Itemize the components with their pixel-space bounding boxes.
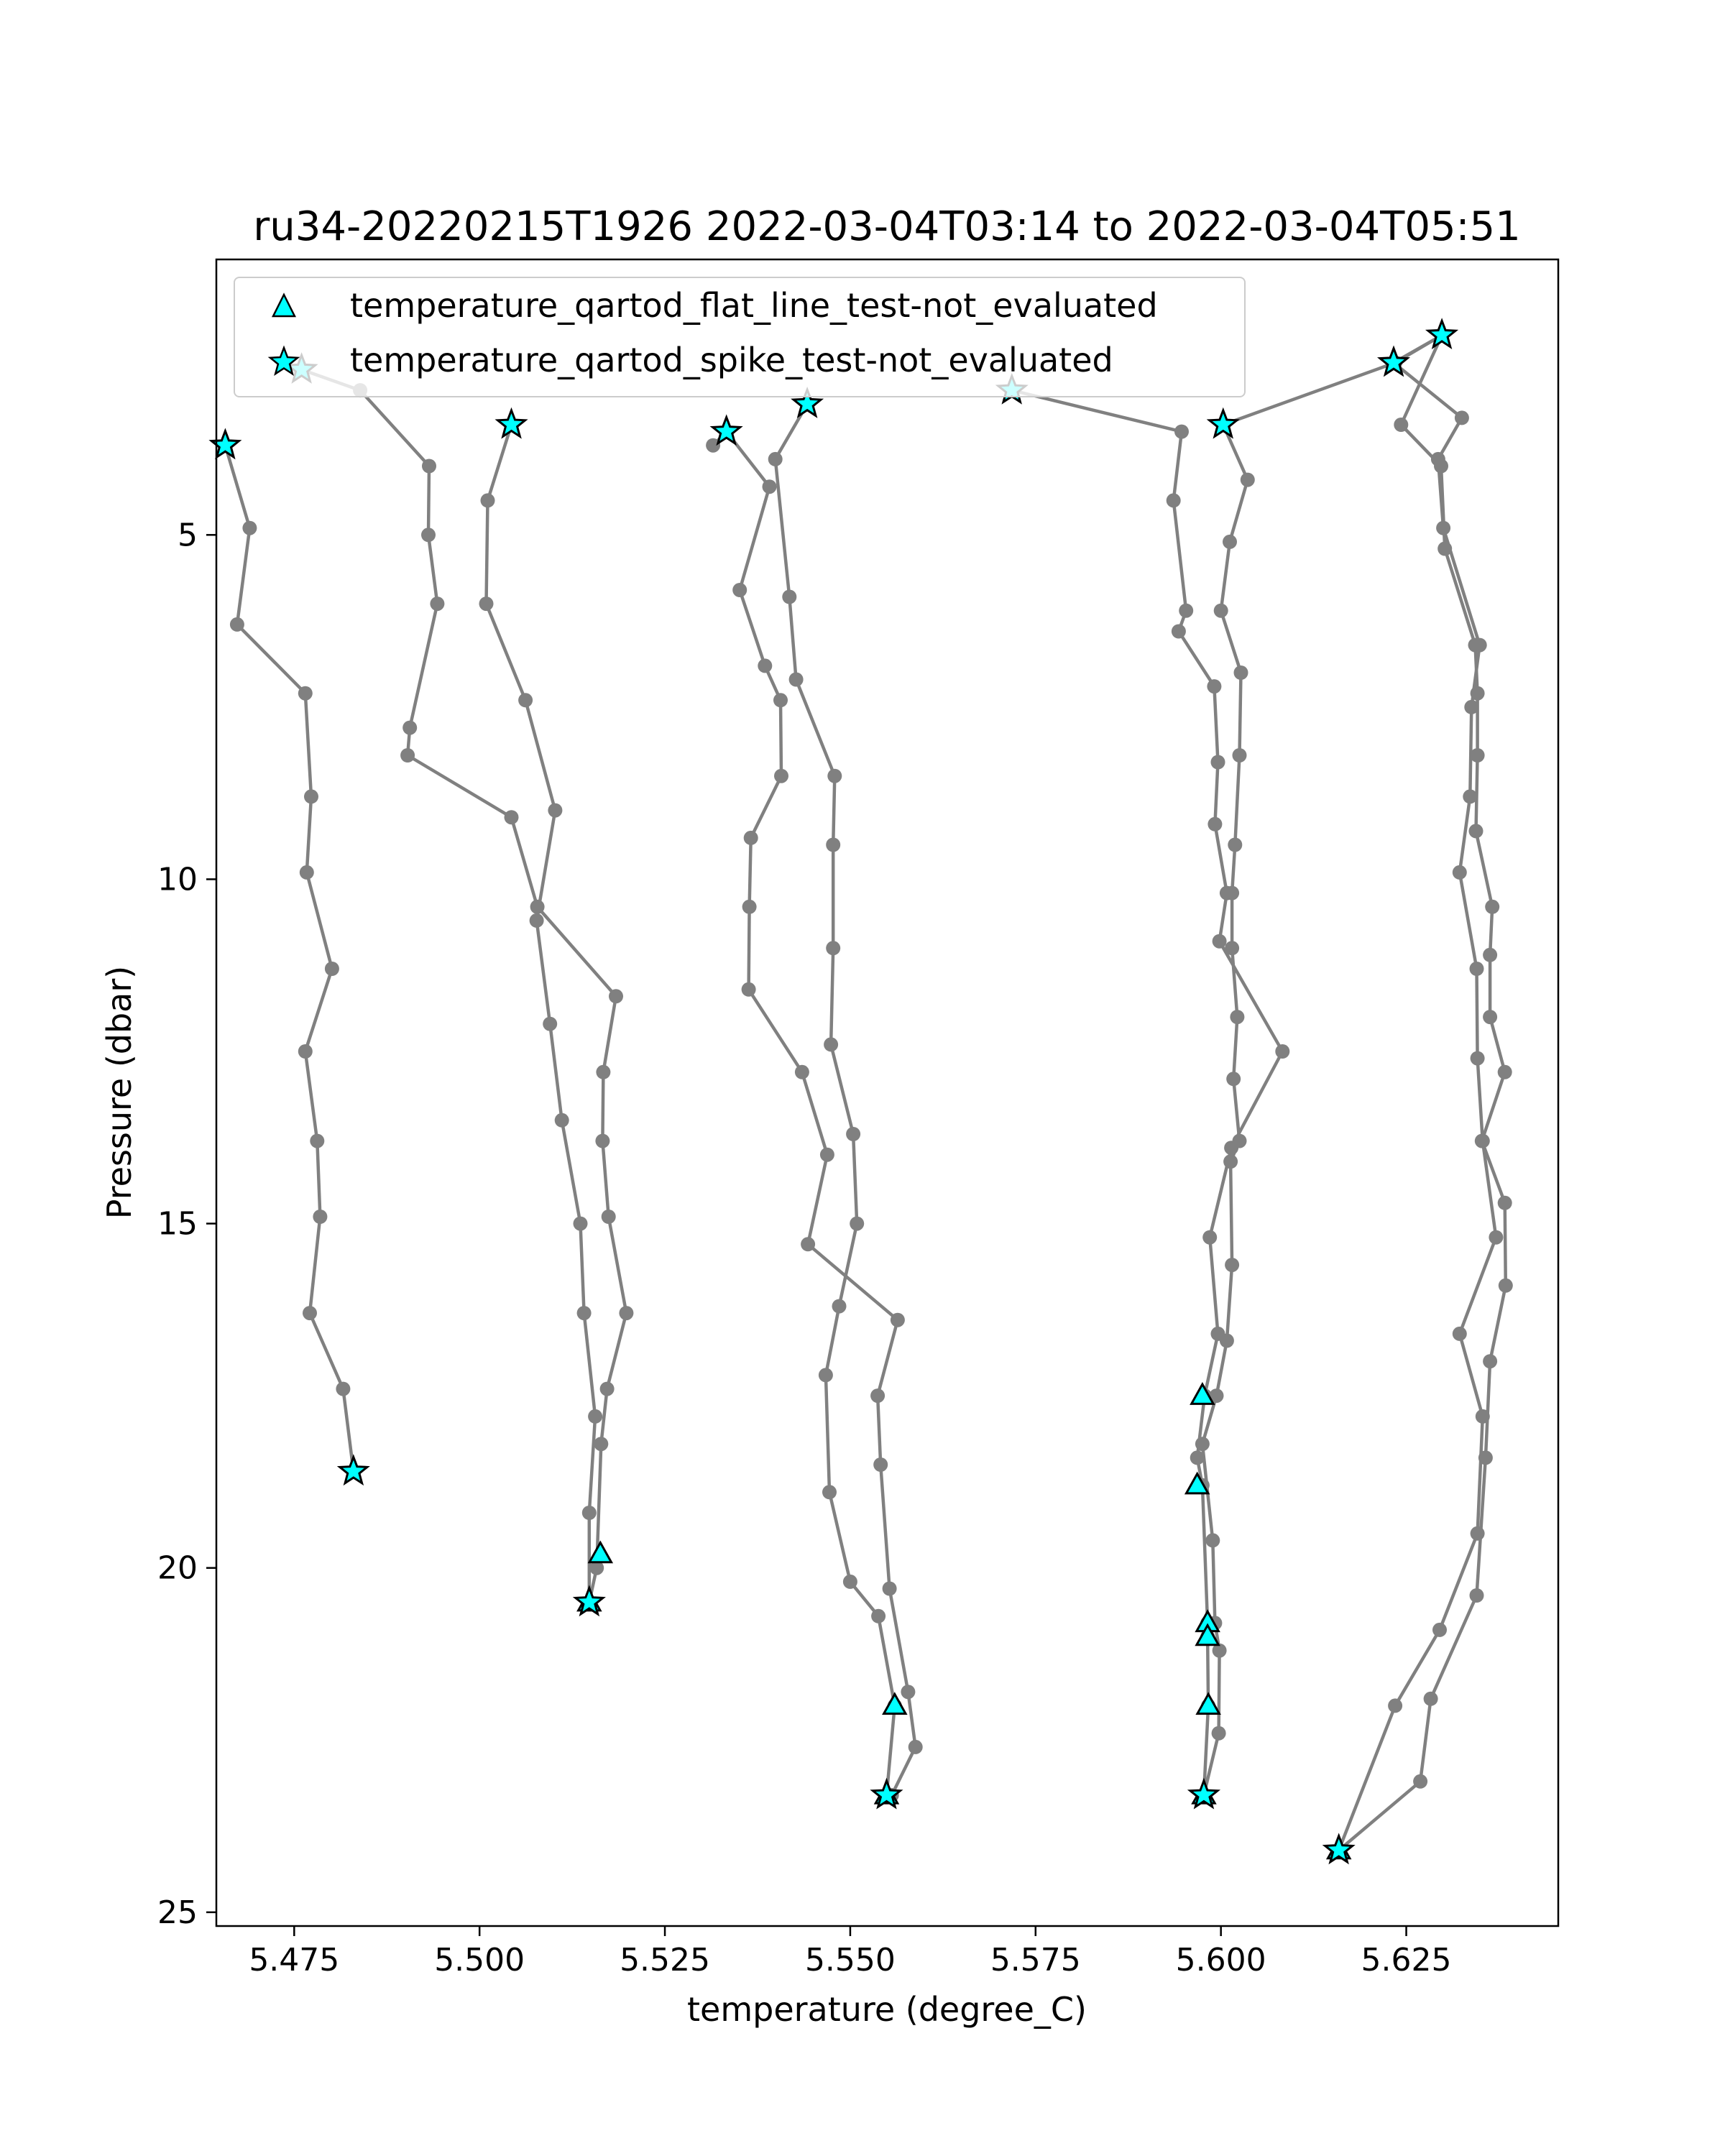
profile-point [1179,604,1193,618]
profile-point [600,1382,615,1396]
profile-point [588,1409,602,1424]
profile-point [1220,1334,1234,1348]
profile-point [1476,1409,1490,1424]
y-tick-label: 20 [157,1549,198,1587]
profile-point [1483,1010,1497,1024]
profile-point [873,1457,888,1472]
profile-point [1394,418,1408,432]
profile-line-5 [776,404,895,1795]
profile-point [1471,686,1485,701]
profile-point [1498,1065,1512,1079]
profile-point [1475,1134,1489,1148]
profile-point [742,982,756,997]
profile-line-7 [1202,425,1248,1795]
profile-point [402,721,417,735]
profile-point [826,838,840,852]
profile-point [430,596,444,611]
profile-point [827,769,842,783]
profile-point [795,1065,809,1079]
profile-point [594,1437,608,1451]
profile-point [1241,473,1255,487]
profile-point [871,1609,886,1623]
legend-entry-flat-line: temperature_qartod_flat_line_test-not_evaluated [350,286,1158,325]
profile-point [303,1306,317,1320]
profile-point [773,693,788,707]
profile-point [1483,1354,1497,1368]
profile-point [325,962,339,976]
profile-point [1223,535,1237,549]
profile-point [768,452,783,466]
y-tick-label: 10 [157,861,198,898]
profile-point [1453,865,1467,880]
profile-point [891,1313,905,1327]
profile-point [1464,700,1478,714]
spike-flag-marker [1428,321,1455,346]
profile-point [1233,748,1247,763]
profile-point [505,810,519,824]
profile-point [582,1506,597,1520]
plot-frame [216,259,1558,1926]
profile-point [1432,1623,1447,1637]
profile-point [1469,824,1484,838]
profile-point [422,459,436,474]
x-tick-label: 5.525 [620,1942,711,1978]
x-tick-label: 5.475 [249,1942,340,1978]
profile-point [846,1127,860,1141]
x-tick-label: 5.625 [1361,1942,1452,1978]
profile-point [1471,748,1485,763]
profile-point [1471,1526,1485,1541]
profile-point [1498,1196,1512,1210]
spike-flag-marker [498,410,525,436]
profile-point [1195,1437,1210,1451]
spike-flag-marker [340,1457,367,1483]
x-tick-label: 5.500 [434,1942,525,1978]
profile-point [555,1113,569,1128]
profile-point [595,1134,610,1148]
chart-title: ru34-20220215T1926 2022-03-04T03:14 to 2022-03-04T05:51 [253,203,1521,250]
y-tick-label: 5 [178,517,198,554]
profile-point [1438,542,1452,556]
profile-point [530,900,545,914]
profile-point [1463,789,1477,803]
y-axis-label: Pressure (dbar) [100,965,139,1220]
profile-point [1470,1588,1484,1603]
profile-point [1207,679,1221,694]
profile-point [1478,1450,1493,1465]
flat-line-flag-marker [1197,1694,1219,1713]
profile-point [543,1017,557,1031]
profile-point [1174,425,1189,439]
profile-point [843,1575,857,1589]
profile-point [1223,1154,1238,1169]
profile-point [832,1299,847,1314]
y-tick-label: 15 [157,1205,198,1243]
profile-point [1424,1692,1438,1706]
x-tick-label: 5.575 [990,1942,1081,1978]
profile-point [1434,459,1448,474]
profile-point [298,686,313,701]
profile-point [574,1217,588,1231]
profile-line-1 [225,446,353,1472]
profile-point [824,1037,838,1051]
profile-point [577,1306,592,1320]
profile-point [336,1382,350,1396]
profile-point [1468,638,1483,653]
profile-point [1225,1258,1239,1272]
profile-line-3 [487,425,596,1603]
profile-point [304,789,318,803]
profile-point [1226,1072,1241,1086]
flat-line-flag-marker [884,1694,906,1713]
profile-point [1208,817,1222,831]
profile-points [218,328,1512,1857]
profile-point [1225,941,1239,955]
y-axis-ticks [157,517,216,1931]
legend-entry-spike: temperature_qartod_spike_test-not_evaluated [350,341,1113,379]
profile-point [1212,1726,1226,1741]
profile-point [744,831,758,845]
profile-point [1499,1279,1513,1293]
spike-flag-marker [1210,410,1237,436]
profile-point [732,583,747,597]
profile-point [1205,1533,1220,1547]
profile-line-6 [1012,390,1283,1795]
profile-point [596,1065,610,1079]
profile-point [518,693,533,707]
profile-point [782,590,796,604]
profile-point [1275,1044,1289,1059]
profile-point [1233,1134,1247,1148]
x-tick-label: 5.600 [1175,1942,1266,1978]
profile-point [901,1685,915,1699]
profile-point [1214,604,1228,618]
profile-point [1471,1051,1485,1066]
profile-point [1213,934,1227,949]
profile-point [819,1368,833,1382]
profile-point [826,941,840,955]
profile-point [1234,665,1248,680]
profile-point [1228,838,1242,852]
profile-point [1455,410,1469,425]
x-axis-label: temperature (degree_C) [687,1990,1087,2029]
x-tick-label: 5.550 [804,1942,896,1978]
profile-point [789,673,804,687]
profile-point [870,1388,885,1403]
profile-line-8 [1223,335,1496,1850]
profile-point [548,803,562,818]
profile-point [242,521,257,535]
profile-point [602,1210,616,1224]
profile-point [1388,1698,1402,1713]
profile-point [421,528,436,542]
profile-point [883,1582,897,1596]
flag-markers [211,321,1455,1861]
profile-point [908,1740,923,1754]
profile-point [609,989,623,1003]
legend [234,277,1245,397]
profile-point [298,1044,313,1059]
profile-point [820,1148,834,1162]
profile-point [300,865,314,880]
x-axis-ticks [249,1926,1451,1978]
y-tick-label: 25 [157,1894,198,1931]
profile-point [619,1306,633,1320]
profile-point [530,913,544,928]
profile-point [1413,1774,1427,1789]
profile-point [1172,625,1186,639]
profile-point [763,479,777,494]
profile-point [1225,886,1239,900]
profile-point [400,748,415,763]
profile-point [310,1134,324,1148]
profile-point [1190,1450,1205,1465]
profile-lines [225,335,1505,1850]
profile-point [479,596,494,611]
profile-point [313,1210,327,1224]
profile-point [1202,1230,1217,1245]
profile-point [742,900,757,914]
profile-point [1489,1230,1503,1245]
profile-point [774,769,788,783]
profile-point [481,493,495,507]
flat-line-flag-marker [589,1543,611,1562]
profile-point [822,1485,837,1499]
profile-point [1436,521,1450,535]
profile-point [1470,962,1484,976]
profile-point [1230,1010,1244,1024]
profile-point [230,617,244,632]
profile-point [850,1217,864,1231]
profile-point [758,658,772,673]
profile-point [1167,493,1181,507]
profile-point [801,1237,815,1251]
profile-line-2 [302,369,627,1602]
profile-point [1453,1327,1467,1341]
profile-point [1211,755,1225,770]
profile-point [1483,948,1497,962]
profile-point [1485,900,1499,914]
